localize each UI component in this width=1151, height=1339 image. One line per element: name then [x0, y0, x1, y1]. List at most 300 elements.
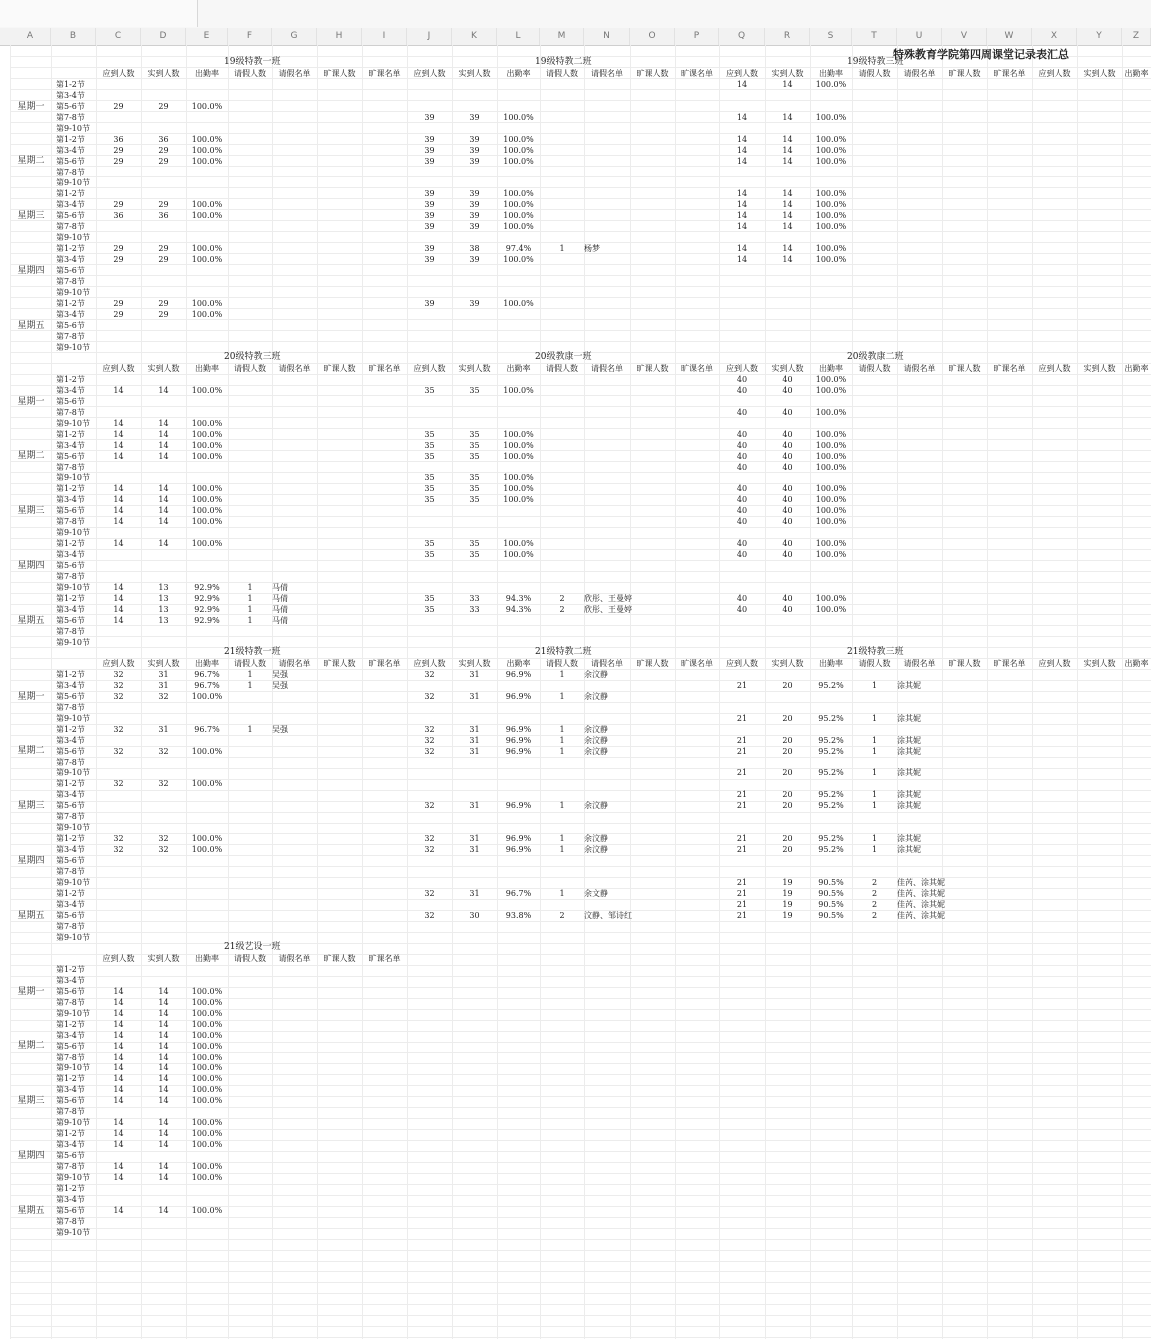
leave-names-cell[interactable]: 余文静 — [584, 888, 608, 898]
attendance-cell[interactable]: 14 — [158, 1074, 169, 1084]
attendance-cell[interactable]: 100.0% — [815, 462, 847, 472]
attendance-cell[interactable]: 96.9% — [505, 724, 532, 734]
attendance-cell[interactable]: 14 — [158, 1041, 169, 1051]
column-header-v[interactable]: V — [942, 28, 987, 45]
attendance-cell[interactable]: 14 — [113, 1052, 124, 1062]
attendance-cell[interactable]: 36 — [113, 134, 124, 144]
column-header-h[interactable]: H — [317, 28, 362, 45]
attendance-cell[interactable]: 19 — [782, 877, 793, 887]
attendance-cell[interactable]: 94.3% — [505, 604, 532, 614]
leave-count-cell[interactable]: 1 — [247, 582, 253, 592]
attendance-cell[interactable]: 21 — [736, 713, 748, 723]
attendance-cell[interactable]: 100.0% — [191, 1129, 223, 1139]
attendance-cell[interactable]: 14 — [736, 189, 748, 199]
attendance-cell[interactable]: 95.2% — [818, 801, 844, 811]
leave-names-cell[interactable]: 余汶静 — [584, 746, 608, 756]
attendance-cell[interactable]: 100.0% — [503, 145, 534, 155]
attendance-cell[interactable]: 96.9% — [505, 669, 532, 679]
attendance-cell[interactable]: 14 — [113, 440, 124, 450]
attendance-cell[interactable]: 36 — [158, 211, 169, 221]
attendance-cell[interactable]: 14 — [158, 1118, 169, 1128]
attendance-cell[interactable]: 20 — [782, 790, 793, 800]
attendance-cell[interactable]: 100.0% — [503, 385, 534, 395]
leave-names-cell[interactable]: 涂其妮 — [897, 790, 921, 800]
attendance-cell[interactable]: 40 — [736, 374, 748, 384]
column-header-d[interactable]: D — [141, 28, 186, 45]
attendance-cell[interactable]: 100.0% — [815, 189, 847, 199]
attendance-cell[interactable]: 40 — [736, 407, 748, 417]
attendance-cell[interactable]: 14 — [736, 200, 748, 210]
attendance-cell[interactable]: 14 — [782, 222, 793, 232]
attendance-cell[interactable]: 32 — [424, 845, 435, 855]
attendance-cell[interactable]: 13 — [158, 593, 169, 603]
column-header-a[interactable]: A — [10, 28, 51, 45]
attendance-cell[interactable]: 100.0% — [191, 986, 223, 996]
attendance-cell[interactable]: 14 — [113, 1041, 124, 1051]
attendance-cell[interactable]: 100.0% — [815, 429, 847, 439]
attendance-cell[interactable]: 100.0% — [503, 429, 534, 439]
attendance-cell[interactable]: 14 — [158, 1096, 169, 1106]
attendance-cell[interactable]: 29 — [113, 101, 124, 111]
attendance-cell[interactable]: 14 — [782, 200, 793, 210]
attendance-cell[interactable]: 100.0% — [815, 134, 847, 144]
column-header-f[interactable]: F — [228, 28, 272, 45]
column-header-x[interactable]: X — [1032, 28, 1077, 45]
leave-count-cell[interactable]: 2 — [871, 910, 878, 920]
attendance-cell[interactable]: 35 — [424, 451, 435, 461]
attendance-cell[interactable]: 14 — [113, 1162, 124, 1171]
attendance-cell[interactable]: 96.9% — [505, 746, 532, 756]
attendance-cell[interactable]: 40 — [782, 374, 793, 384]
attendance-cell[interactable]: 100.0% — [191, 506, 223, 516]
attendance-cell[interactable]: 96.7% — [194, 724, 220, 734]
leave-names-cell[interactable]: 涂其妮 — [897, 746, 921, 756]
attendance-cell[interactable]: 100.0% — [815, 211, 847, 221]
attendance-cell[interactable]: 39 — [424, 189, 435, 199]
attendance-cell[interactable]: 39 — [424, 244, 435, 254]
attendance-cell[interactable]: 100.0% — [191, 834, 223, 844]
attendance-cell[interactable]: 96.7% — [505, 888, 532, 898]
leave-names-cell[interactable]: 马倩 — [272, 604, 288, 614]
attendance-cell[interactable]: 14 — [736, 79, 748, 89]
attendance-cell[interactable]: 14 — [113, 1129, 124, 1139]
leave-names-cell[interactable]: 佳芮、涂其妮 — [897, 899, 945, 909]
leave-count-cell[interactable]: 1 — [871, 834, 878, 844]
attendance-cell[interactable]: 32 — [113, 746, 124, 756]
attendance-cell[interactable]: 33 — [469, 593, 480, 603]
attendance-cell[interactable]: 29 — [158, 200, 169, 210]
attendance-cell[interactable]: 39 — [469, 222, 480, 232]
attendance-cell[interactable]: 20 — [782, 834, 793, 844]
attendance-cell[interactable]: 35 — [469, 385, 480, 395]
attendance-cell[interactable]: 14 — [736, 222, 748, 232]
attendance-cell[interactable]: 19 — [782, 910, 793, 920]
attendance-cell[interactable]: 36 — [113, 211, 124, 221]
attendance-cell[interactable]: 14 — [113, 1008, 124, 1018]
attendance-cell[interactable]: 21 — [736, 877, 748, 887]
attendance-cell[interactable]: 96.7% — [194, 669, 220, 679]
attendance-cell[interactable]: 13 — [158, 582, 169, 592]
leave-names-cell[interactable]: 涂其妮 — [897, 713, 921, 723]
leave-names-cell[interactable]: 马倩 — [272, 593, 288, 603]
attendance-cell[interactable]: 14 — [158, 1129, 169, 1139]
leave-count-cell[interactable]: 1 — [247, 593, 253, 603]
attendance-cell[interactable]: 14 — [113, 1172, 124, 1182]
leave-count-cell[interactable]: 1 — [559, 845, 565, 855]
attendance-cell[interactable]: 29 — [158, 145, 169, 155]
attendance-cell[interactable]: 29 — [158, 156, 169, 166]
attendance-cell[interactable]: 100.0% — [503, 200, 534, 210]
leave-names-cell[interactable]: 马倩 — [272, 582, 288, 592]
attendance-cell[interactable]: 14 — [782, 244, 793, 254]
attendance-cell[interactable]: 96.9% — [505, 735, 532, 745]
attendance-cell[interactable]: 100.0% — [191, 1205, 223, 1215]
attendance-cell[interactable]: 40 — [782, 604, 793, 614]
attendance-cell[interactable]: 31 — [469, 801, 480, 811]
leave-names-cell[interactable]: 马倩 — [272, 615, 288, 625]
attendance-cell[interactable]: 20 — [782, 845, 793, 855]
attendance-cell[interactable]: 19 — [782, 888, 793, 898]
attendance-cell[interactable]: 100.0% — [815, 506, 847, 516]
attendance-cell[interactable]: 21 — [736, 888, 748, 898]
column-header-t[interactable]: T — [852, 28, 897, 45]
attendance-cell[interactable]: 100.0% — [815, 374, 847, 384]
attendance-cell[interactable]: 96.7% — [194, 680, 220, 690]
attendance-cell[interactable]: 31 — [469, 888, 480, 898]
attendance-cell[interactable]: 14 — [113, 506, 124, 516]
attendance-cell[interactable]: 14 — [158, 539, 169, 549]
attendance-cell[interactable]: 19 — [782, 899, 793, 909]
attendance-cell[interactable]: 14 — [113, 997, 124, 1007]
attendance-cell[interactable]: 29 — [158, 255, 169, 265]
attendance-cell[interactable]: 40 — [782, 484, 793, 494]
leave-count-cell[interactable]: 1 — [559, 834, 565, 844]
attendance-cell[interactable]: 29 — [113, 244, 124, 254]
attendance-cell[interactable]: 100.0% — [815, 484, 847, 494]
attendance-cell[interactable]: 100.0% — [503, 550, 534, 560]
attendance-cell[interactable]: 14 — [113, 1019, 124, 1029]
attendance-cell[interactable]: 32 — [424, 888, 435, 898]
leave-count-cell[interactable]: 2 — [871, 877, 878, 887]
attendance-cell[interactable]: 40 — [736, 484, 748, 494]
column-header-g[interactable]: G — [272, 28, 317, 45]
attendance-cell[interactable]: 92.9% — [194, 604, 220, 614]
column-header-j[interactable]: J — [407, 28, 452, 45]
attendance-cell[interactable]: 100.0% — [191, 418, 223, 428]
attendance-cell[interactable]: 21 — [736, 801, 748, 811]
attendance-cell[interactable]: 40 — [736, 385, 748, 395]
leave-count-cell[interactable]: 1 — [871, 790, 878, 800]
leave-count-cell[interactable]: 1 — [247, 604, 253, 614]
attendance-cell[interactable]: 95.2% — [818, 680, 844, 690]
attendance-cell[interactable]: 96.9% — [505, 691, 532, 701]
attendance-cell[interactable]: 100.0% — [503, 112, 534, 122]
attendance-cell[interactable]: 100.0% — [191, 1096, 223, 1106]
attendance-cell[interactable]: 96.9% — [505, 845, 532, 855]
attendance-cell[interactable]: 40 — [782, 440, 793, 450]
attendance-cell[interactable]: 14 — [113, 1205, 124, 1215]
attendance-cell[interactable]: 20 — [782, 746, 793, 756]
attendance-cell[interactable]: 39 — [424, 145, 435, 155]
attendance-cell[interactable]: 90.5% — [818, 888, 844, 898]
attendance-cell[interactable]: 14 — [736, 211, 748, 221]
attendance-cell[interactable]: 100.0% — [503, 156, 534, 166]
attendance-cell[interactable]: 39 — [469, 156, 480, 166]
leave-count-cell[interactable]: 2 — [559, 593, 565, 603]
leave-names-cell[interactable]: 佳芮、涂其妮 — [897, 910, 945, 920]
attendance-cell[interactable]: 14 — [782, 156, 793, 166]
leave-names-cell[interactable]: 涂其妮 — [897, 735, 921, 745]
attendance-cell[interactable]: 100.0% — [815, 539, 847, 549]
attendance-cell[interactable]: 39 — [469, 255, 480, 265]
name-box[interactable] — [0, 0, 198, 27]
attendance-cell[interactable]: 14 — [158, 1019, 169, 1029]
attendance-cell[interactable]: 100.0% — [503, 255, 534, 265]
attendance-cell[interactable]: 100.0% — [815, 440, 847, 450]
column-header-m[interactable]: M — [540, 28, 584, 45]
attendance-cell[interactable]: 14 — [736, 244, 748, 254]
leave-count-cell[interactable]: 1 — [871, 845, 878, 855]
leave-count-cell[interactable]: 1 — [559, 691, 565, 701]
attendance-cell[interactable]: 95.2% — [818, 746, 844, 756]
attendance-cell[interactable]: 100.0% — [191, 244, 223, 254]
attendance-cell[interactable]: 90.5% — [818, 877, 844, 887]
leave-count-cell[interactable]: 1 — [559, 724, 565, 734]
attendance-cell[interactable]: 39 — [469, 112, 480, 122]
leave-names-cell[interactable]: 吴强 — [272, 680, 288, 690]
column-header-n[interactable]: N — [584, 28, 630, 45]
attendance-cell[interactable]: 100.0% — [191, 429, 223, 439]
attendance-cell[interactable]: 35 — [424, 429, 435, 439]
attendance-cell[interactable]: 100.0% — [815, 517, 847, 527]
leave-names-cell[interactable]: 吴强 — [272, 669, 288, 679]
attendance-cell[interactable]: 100.0% — [503, 298, 534, 308]
attendance-cell[interactable]: 39 — [424, 156, 435, 166]
attendance-cell[interactable]: 32 — [113, 845, 124, 855]
attendance-cell[interactable]: 14 — [158, 986, 169, 996]
attendance-cell[interactable]: 14 — [736, 112, 748, 122]
attendance-cell[interactable]: 32 — [158, 746, 169, 756]
attendance-cell[interactable]: 14 — [113, 429, 124, 439]
attendance-cell[interactable]: 14 — [113, 604, 124, 614]
attendance-cell[interactable]: 95.2% — [818, 834, 844, 844]
attendance-cell[interactable]: 31 — [158, 724, 169, 734]
leave-names-cell[interactable]: 涂其妮 — [897, 834, 921, 844]
attendance-cell[interactable]: 39 — [469, 189, 480, 199]
attendance-cell[interactable]: 14 — [782, 211, 793, 221]
attendance-cell[interactable]: 39 — [424, 134, 435, 144]
attendance-cell[interactable]: 13 — [158, 604, 169, 614]
column-header-o[interactable]: O — [630, 28, 675, 45]
attendance-cell[interactable]: 32 — [113, 834, 124, 844]
attendance-cell[interactable]: 14 — [736, 156, 748, 166]
attendance-cell[interactable]: 100.0% — [191, 845, 223, 855]
attendance-cell[interactable]: 32 — [113, 680, 124, 690]
leave-names-cell[interactable]: 余汶静 — [584, 691, 608, 701]
attendance-cell[interactable]: 35 — [469, 429, 480, 439]
attendance-cell[interactable]: 39 — [424, 200, 435, 210]
attendance-cell[interactable]: 35 — [424, 550, 435, 560]
attendance-cell[interactable]: 35 — [469, 495, 480, 505]
attendance-cell[interactable]: 40 — [736, 593, 748, 603]
attendance-cell[interactable]: 32 — [158, 691, 169, 701]
attendance-cell[interactable]: 31 — [469, 746, 480, 756]
attendance-cell[interactable]: 21 — [736, 910, 748, 920]
leave-names-cell[interactable]: 涂其妮 — [897, 768, 921, 778]
attendance-cell[interactable]: 14 — [113, 986, 124, 996]
attendance-cell[interactable]: 40 — [782, 451, 793, 461]
attendance-cell[interactable]: 95.2% — [818, 735, 844, 745]
leave-names-cell[interactable]: 余汶静 — [584, 845, 608, 855]
leave-count-cell[interactable]: 2 — [559, 604, 565, 614]
attendance-cell[interactable]: 14 — [782, 134, 793, 144]
attendance-cell[interactable]: 100.0% — [191, 1019, 223, 1029]
attendance-cell[interactable]: 31 — [469, 735, 480, 745]
attendance-cell[interactable]: 40 — [736, 440, 748, 450]
attendance-cell[interactable]: 100.0% — [815, 222, 847, 232]
attendance-cell[interactable]: 35 — [469, 440, 480, 450]
attendance-cell[interactable]: 39 — [469, 211, 480, 221]
column-header-e[interactable]: E — [186, 28, 228, 45]
attendance-cell[interactable]: 100.0% — [503, 440, 534, 450]
leave-count-cell[interactable]: 2 — [871, 899, 878, 909]
attendance-cell[interactable]: 32 — [424, 834, 435, 844]
attendance-cell[interactable]: 31 — [469, 834, 480, 844]
leave-count-cell[interactable]: 1 — [559, 888, 565, 898]
attendance-cell[interactable]: 38 — [469, 244, 480, 254]
attendance-cell[interactable]: 14 — [158, 1140, 169, 1150]
attendance-cell[interactable]: 14 — [113, 1140, 124, 1150]
attendance-cell[interactable]: 14 — [158, 429, 169, 439]
attendance-cell[interactable]: 100.0% — [191, 1162, 223, 1171]
attendance-cell[interactable]: 29 — [113, 298, 124, 308]
attendance-cell[interactable]: 100.0% — [503, 134, 534, 144]
attendance-cell[interactable]: 31 — [158, 680, 169, 690]
attendance-cell[interactable]: 40 — [782, 539, 793, 549]
column-header-z[interactable]: Z — [1122, 28, 1151, 45]
attendance-cell[interactable]: 95.2% — [818, 845, 844, 855]
attendance-cell[interactable]: 40 — [736, 506, 748, 516]
attendance-cell[interactable]: 14 — [158, 484, 169, 494]
attendance-cell[interactable]: 100.0% — [191, 255, 223, 265]
attendance-cell[interactable]: 39 — [424, 298, 435, 308]
attendance-cell[interactable]: 100.0% — [191, 1118, 223, 1128]
attendance-cell[interactable]: 100.0% — [815, 550, 847, 560]
attendance-cell[interactable]: 100.0% — [191, 1172, 223, 1182]
leave-names-cell[interactable]: 欣彤、王曼婷 — [584, 593, 632, 603]
attendance-cell[interactable]: 14 — [113, 385, 124, 395]
attendance-cell[interactable]: 14 — [158, 1085, 169, 1095]
attendance-cell[interactable]: 14 — [782, 189, 793, 199]
attendance-cell[interactable]: 14 — [158, 1063, 169, 1073]
attendance-cell[interactable]: 35 — [424, 484, 435, 494]
attendance-cell[interactable]: 100.0% — [815, 495, 847, 505]
attendance-cell[interactable]: 14 — [113, 1063, 124, 1073]
attendance-cell[interactable]: 14 — [113, 539, 124, 549]
attendance-cell[interactable]: 14 — [113, 593, 124, 603]
attendance-cell[interactable]: 100.0% — [191, 1030, 223, 1040]
attendance-cell[interactable]: 100.0% — [815, 156, 847, 166]
attendance-cell[interactable]: 100.0% — [815, 255, 847, 265]
attendance-cell[interactable]: 21 — [736, 746, 748, 756]
leave-names-cell[interactable]: 余汶静 — [584, 724, 608, 734]
attendance-cell[interactable]: 32 — [424, 691, 435, 701]
attendance-cell[interactable]: 100.0% — [191, 156, 223, 166]
column-header-p[interactable]: P — [675, 28, 719, 45]
attendance-cell[interactable]: 20 — [782, 713, 793, 723]
attendance-cell[interactable]: 14 — [736, 255, 748, 265]
attendance-cell[interactable]: 93.8% — [505, 910, 532, 920]
attendance-cell[interactable]: 100.0% — [191, 101, 223, 111]
leave-count-cell[interactable]: 1 — [247, 669, 253, 679]
attendance-cell[interactable]: 100.0% — [191, 451, 223, 461]
attendance-cell[interactable]: 14 — [158, 1162, 169, 1171]
attendance-cell[interactable]: 95.2% — [818, 768, 844, 778]
attendance-cell[interactable]: 14 — [158, 517, 169, 527]
attendance-cell[interactable]: 100.0% — [815, 145, 847, 155]
attendance-cell[interactable]: 14 — [158, 451, 169, 461]
attendance-cell[interactable]: 100.0% — [191, 298, 223, 308]
attendance-cell[interactable]: 35 — [424, 539, 435, 549]
attendance-cell[interactable]: 35 — [424, 385, 435, 395]
attendance-cell[interactable]: 95.2% — [818, 790, 844, 800]
leave-count-cell[interactable]: 1 — [559, 244, 565, 254]
attendance-cell[interactable]: 14 — [113, 1096, 124, 1106]
attendance-cell[interactable]: 100.0% — [191, 1140, 223, 1150]
attendance-cell[interactable]: 96.9% — [505, 834, 532, 844]
leave-names-cell[interactable]: 吴强 — [272, 724, 288, 734]
attendance-cell[interactable]: 100.0% — [191, 495, 223, 505]
attendance-cell[interactable]: 21 — [736, 768, 748, 778]
leave-names-cell[interactable]: 欣彤、王曼婷 — [584, 604, 632, 614]
attendance-cell[interactable]: 29 — [113, 255, 124, 265]
attendance-cell[interactable]: 90.5% — [818, 899, 844, 909]
attendance-cell[interactable]: 100.0% — [815, 604, 847, 614]
attendance-cell[interactable]: 100.0% — [815, 385, 847, 395]
attendance-cell[interactable]: 100.0% — [191, 1085, 223, 1095]
attendance-cell[interactable]: 35 — [424, 495, 435, 505]
attendance-cell[interactable]: 39 — [424, 211, 435, 221]
column-header-k[interactable]: K — [452, 28, 497, 45]
leave-count-cell[interactable]: 1 — [871, 680, 878, 690]
attendance-cell[interactable]: 92.9% — [194, 582, 220, 592]
column-header-q[interactable]: Q — [719, 28, 765, 45]
attendance-cell[interactable]: 21 — [736, 790, 748, 800]
attendance-cell[interactable]: 100.0% — [191, 1008, 223, 1018]
attendance-cell[interactable]: 14 — [158, 385, 169, 395]
attendance-cell[interactable]: 14 — [113, 1118, 124, 1128]
attendance-cell[interactable]: 100.0% — [191, 779, 223, 789]
attendance-cell[interactable]: 35 — [469, 473, 480, 483]
leave-count-cell[interactable]: 2 — [871, 888, 878, 898]
attendance-cell[interactable]: 100.0% — [503, 495, 534, 505]
attendance-cell[interactable]: 100.0% — [191, 517, 223, 527]
leave-names-cell[interactable]: 涂其妮 — [897, 680, 921, 690]
attendance-cell[interactable]: 100.0% — [191, 539, 223, 549]
column-header-b[interactable]: B — [51, 28, 96, 45]
attendance-cell[interactable]: 14 — [158, 1172, 169, 1182]
column-header-i[interactable]: I — [362, 28, 407, 45]
attendance-cell[interactable]: 100.0% — [191, 1041, 223, 1051]
attendance-cell[interactable]: 14 — [113, 1074, 124, 1084]
leave-count-cell[interactable]: 1 — [871, 735, 878, 745]
attendance-cell[interactable]: 14 — [113, 495, 124, 505]
attendance-cell[interactable]: 14 — [158, 1008, 169, 1018]
attendance-cell[interactable]: 40 — [736, 429, 748, 439]
attendance-cell[interactable]: 21 — [736, 680, 748, 690]
attendance-cell[interactable]: 14 — [113, 451, 124, 461]
attendance-cell[interactable]: 35 — [469, 539, 480, 549]
